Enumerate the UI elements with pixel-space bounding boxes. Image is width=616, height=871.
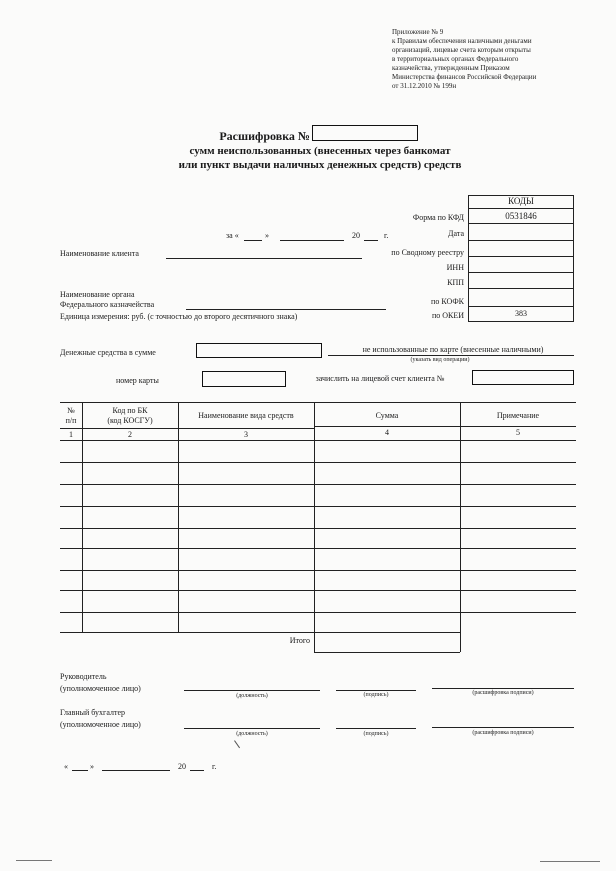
- document-number-field[interactable]: [312, 125, 418, 141]
- footer-day-field[interactable]: [72, 770, 88, 771]
- signature-caption: (подпись): [363, 692, 389, 698]
- signature-caption: (подпись): [363, 731, 389, 737]
- col-header-note: Примечание: [496, 411, 540, 420]
- head-label-1: Руководитель: [60, 672, 107, 681]
- col-num-5: 5: [516, 428, 520, 437]
- head-decoding-field[interactable]: [432, 688, 574, 689]
- scan-edge-line: [540, 861, 600, 862]
- footer-year-field[interactable]: [190, 770, 204, 771]
- col-num-4: 4: [385, 428, 389, 437]
- accountant-signature-field[interactable]: [336, 728, 416, 729]
- card-label: номер карты: [116, 376, 159, 385]
- total-label: Итого: [289, 636, 310, 645]
- date-label: Дата: [448, 229, 464, 238]
- amount-field[interactable]: [196, 343, 322, 358]
- accountant-position-field[interactable]: [184, 728, 320, 729]
- title-line-3: или пункт выдачи наличных денежных средств) средств: [178, 159, 462, 171]
- client-name-label: Наименование клиента: [60, 249, 139, 258]
- codes-heading: КОДЫ: [508, 196, 534, 206]
- decoding-caption: (расшифровка подписи): [472, 730, 534, 736]
- year-prefix: 20: [352, 231, 360, 240]
- for-label: за «: [226, 231, 239, 240]
- kofk-label: по КОФК: [431, 297, 464, 306]
- okei-value: 383: [515, 309, 527, 318]
- head-label-2: (уполномоченное лицо): [60, 684, 141, 693]
- day-field[interactable]: [244, 240, 262, 241]
- accountant-decoding-field[interactable]: [432, 727, 574, 728]
- footer-date-close: »: [90, 762, 94, 771]
- year-suffix: г.: [384, 231, 389, 240]
- accountant-label-2: (уполномоченное лицо): [60, 720, 141, 729]
- inn-label: ИНН: [446, 263, 464, 272]
- col-header-bk-code: Код по БК (код КОСГУ): [107, 406, 153, 425]
- appendix-line: от 31.12.2010 № 199н: [392, 82, 457, 90]
- appendix-line: к Правилам обеспечения наличными деньгами: [392, 37, 532, 45]
- footer-date-open: «: [64, 762, 68, 771]
- footer-year-suffix: г.: [212, 762, 217, 771]
- items-table: [60, 402, 576, 652]
- form-kfd-value: 0531846: [505, 211, 537, 221]
- treasury-name-field[interactable]: [186, 309, 386, 310]
- for-close: »: [265, 231, 269, 240]
- head-position-field[interactable]: [184, 690, 320, 691]
- position-caption: (должность): [236, 693, 268, 699]
- title-line-1: Расшифровка №: [219, 129, 310, 143]
- card-number-field[interactable]: [202, 371, 286, 387]
- footer-year-prefix: 20: [178, 762, 186, 771]
- client-name-field[interactable]: [166, 258, 362, 259]
- pen-stroke-mark: [234, 737, 245, 748]
- col-num-3: 3: [244, 430, 248, 439]
- col-header-num: № п/п: [65, 406, 77, 425]
- month-field[interactable]: [280, 240, 344, 241]
- col-header-funds-type: Наименование вида средств: [198, 411, 294, 420]
- account-number-field[interactable]: [472, 370, 574, 385]
- scan-edge-line: [16, 860, 52, 861]
- okei-label: по ОКЕИ: [431, 311, 464, 320]
- col-num-1: 1: [69, 430, 73, 439]
- amount-label: Денежные средства в сумме: [60, 348, 156, 357]
- head-signature-field[interactable]: [336, 690, 416, 691]
- appendix-line: казначейства, утвержденным Приказом: [392, 64, 510, 72]
- accountant-label-1: Главный бухгалтер: [60, 708, 125, 717]
- title-line-2: сумм неиспользованных (внесенных через банкомат: [189, 145, 451, 157]
- col-header-sum: Сумма: [375, 411, 399, 420]
- not-used-label: не использованные по карте (внесенные наличными): [362, 345, 544, 354]
- credit-label: зачислить на лицевой счет клиента №: [315, 374, 445, 383]
- position-caption: (должность): [236, 731, 268, 737]
- appendix-line: Приложение № 9: [392, 28, 444, 36]
- unit-label: Единица измерения: руб. (с точностью до второго десятичного знака): [60, 312, 298, 321]
- form-kfd-label: Форма по КФД: [412, 213, 464, 222]
- footer-month-field[interactable]: [102, 770, 170, 771]
- col-num-2: 2: [128, 430, 132, 439]
- appendix-line: Министерства финансов Российской Федерации: [392, 73, 537, 81]
- decoding-caption: (расшифровка подписи): [472, 690, 534, 696]
- operation-hint: (указать вид операции): [410, 357, 470, 363]
- svodny-label: по Сводному реестру: [391, 248, 464, 257]
- kpp-label: КПП: [447, 278, 464, 287]
- year-field[interactable]: [364, 240, 378, 241]
- appendix-line: организаций, лицевые счета которым открыты: [392, 46, 531, 54]
- treasury-label-1: Наименование органа: [60, 290, 135, 299]
- treasury-label-2: Федерального казначейства: [60, 300, 155, 309]
- appendix-note: [392, 28, 602, 91]
- appendix-line: в территориальных органах Федерального: [392, 55, 519, 63]
